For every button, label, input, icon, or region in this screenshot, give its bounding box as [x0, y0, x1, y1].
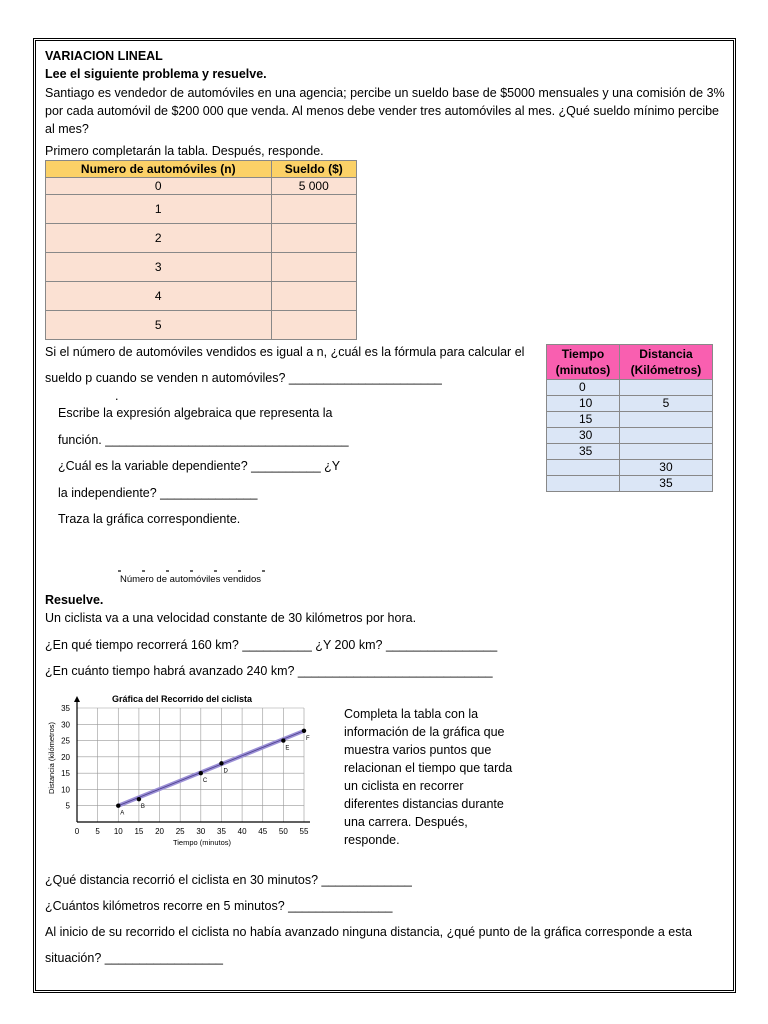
y-tick-label: 30: [61, 720, 70, 730]
y-tick-label: 25: [61, 736, 70, 746]
x-tick-label: 30: [196, 827, 206, 836]
cut-graph-edge: [118, 570, 283, 572]
x-tick-label: 10: [113, 827, 123, 836]
data-point-label: F: [306, 735, 310, 742]
chart-grid: [77, 708, 304, 822]
table-cell[interactable]: [547, 460, 620, 476]
x-tick-label: 20: [155, 827, 164, 836]
table-cell: 5: [619, 396, 712, 412]
table-cell: 5: [46, 311, 272, 340]
salary-table: [45, 160, 357, 340]
x-tick-label: 15: [134, 827, 144, 836]
series-line: [118, 731, 304, 806]
y-tick-label: 5: [65, 801, 70, 811]
table-cell: 10: [547, 396, 620, 412]
data-point-d: [219, 761, 223, 765]
table-cell: 3: [46, 253, 272, 282]
problem-1-text: Santiago es vendedor de automóviles en una agencia; percibe un sueldo base de $5000 mensuales y una comisión de 3% por cada automóvil de $200 000 que venda. Al menos debe vender tres automóviles al mes. ¿Qué sueldo mínimo percibe al mes?: [45, 86, 725, 136]
data-point-label: E: [285, 745, 290, 752]
table-cell[interactable]: [619, 380, 712, 396]
header-distance: Distancia (Kilómetros): [619, 345, 712, 380]
data-point-label: B: [140, 804, 145, 811]
chart-series: [118, 731, 304, 806]
question-formula-2: sueldo p cuando se venden n automóviles? ______________________: [45, 371, 442, 385]
table-cell: 0: [547, 380, 620, 396]
question-expression-1: Escribe la expresión algebraica que representa la: [58, 406, 333, 420]
table-cell: 35: [547, 444, 620, 460]
x-tick-label: 55: [299, 827, 309, 836]
y-tick-label: 35: [61, 704, 70, 713]
x-tick-label: 0: [74, 827, 80, 836]
x-tick-label: 5: [95, 827, 100, 836]
data-point-e: [281, 738, 285, 742]
y-tick-label: 15: [61, 769, 70, 779]
table-cell: 1: [46, 195, 272, 224]
table-cell[interactable]: [271, 224, 357, 253]
header-cars: Numero de automóviles (n): [46, 161, 272, 178]
question-240km: ¿En cuánto tiempo habrá avanzado 240 km? ____________________________: [45, 664, 493, 678]
y-axis-arrow: [74, 696, 80, 702]
x-tick-label: 25: [175, 827, 185, 836]
cut-axis-label: Número de automóviles vendidos: [120, 574, 261, 585]
data-point-label: A: [120, 810, 125, 817]
x-axis-label: Tiempo (minutos): [172, 838, 232, 847]
question-5-minutes: ¿Cuántos kilómetros recorre en 5 minutos? _______________: [45, 899, 393, 913]
data-point-label: C: [202, 778, 208, 785]
y-tick-label: 10: [61, 785, 70, 795]
instruction: Lee el siguiente problema y resuelve.: [45, 67, 267, 81]
table-cell: 30: [619, 460, 712, 476]
data-point-b: [137, 797, 141, 801]
question-expression-2: función. ___________________________________: [58, 433, 349, 447]
x-tick-label: 35: [217, 827, 226, 836]
table-instruction: Primero completarán la tabla. Después, responde.: [45, 144, 324, 158]
stray-dot: .: [115, 389, 119, 403]
question-variable-2: la independiente? ______________: [58, 486, 258, 500]
table-cell: 5 000: [271, 178, 357, 195]
table-cell[interactable]: [271, 311, 357, 340]
doc-title: VARIACION LINEAL: [45, 49, 163, 63]
question-30-minutes: ¿Qué distancia recorrió el ciclista en 30 minutos? _____________: [45, 873, 412, 887]
question-start-2: situación? _________________: [45, 951, 223, 965]
table-cell[interactable]: [619, 428, 712, 444]
table-cell[interactable]: [619, 444, 712, 460]
table-cell[interactable]: [271, 195, 357, 224]
x-tick-label: 45: [258, 827, 268, 836]
y-axis-label: Distancia (kilómetros): [47, 721, 56, 795]
question-graph: Traza la gráfica correspondiente.: [58, 512, 241, 526]
question-start-1: Al inicio de su recorrido el ciclista no había avanzado ninguna distancia, ¿qué punto de la gráfica corresponde a esta: [45, 925, 692, 939]
y-tick-label: 20: [61, 752, 70, 762]
data-point-f: [302, 729, 306, 733]
chart-title: Gráfica del Recorrido del ciclista: [111, 694, 253, 704]
x-tick-label: 50: [278, 827, 288, 836]
table-cell: 0: [46, 178, 272, 195]
question-time: ¿En qué tiempo recorrerá 160 km? __________ ¿Y 200 km? ________________: [45, 638, 498, 652]
cyclist-chart: [42, 688, 332, 853]
x-tick-label: 40: [237, 827, 247, 836]
data-point-c: [199, 771, 203, 775]
x-axis-ticks: [75, 827, 309, 836]
y-axis-ticks: [61, 704, 70, 811]
chart-axes: [74, 696, 310, 822]
section-resuelve: Resuelve.: [45, 593, 104, 607]
question-formula-1: Si el número de automóviles vendidos es igual a n, ¿cuál es la fórmula para calcular el: [45, 345, 525, 359]
data-point-label: D: [223, 768, 228, 775]
question-variable-1: ¿Cuál es la variable dependiente? __________ ¿Y: [58, 459, 341, 473]
problem-2-text: Un ciclista va a una velocidad constante de 30 kilómetros por hora.: [45, 611, 417, 625]
table-cell: 2: [46, 224, 272, 253]
table-cell: 4: [46, 282, 272, 311]
table-cell: 30: [547, 428, 620, 444]
table-cell[interactable]: [271, 253, 357, 282]
table-cell[interactable]: [271, 282, 357, 311]
table-cell[interactable]: [619, 412, 712, 428]
table-cell: 35: [619, 476, 712, 492]
header-time: Tiempo (minutos): [547, 345, 620, 380]
table-cell: 15: [547, 412, 620, 428]
data-point-a: [116, 804, 120, 808]
time-distance-table: [546, 344, 713, 492]
header-salary: Sueldo ($): [271, 161, 357, 178]
graph-instructions: Completa la tabla con la información de la gráfica que muestra varios puntos que relacionan el tiempo que tarda un ciclista en recorrer diferentes distancias durante una carrera. Después, responde.: [344, 707, 513, 847]
table-cell[interactable]: [547, 476, 620, 492]
